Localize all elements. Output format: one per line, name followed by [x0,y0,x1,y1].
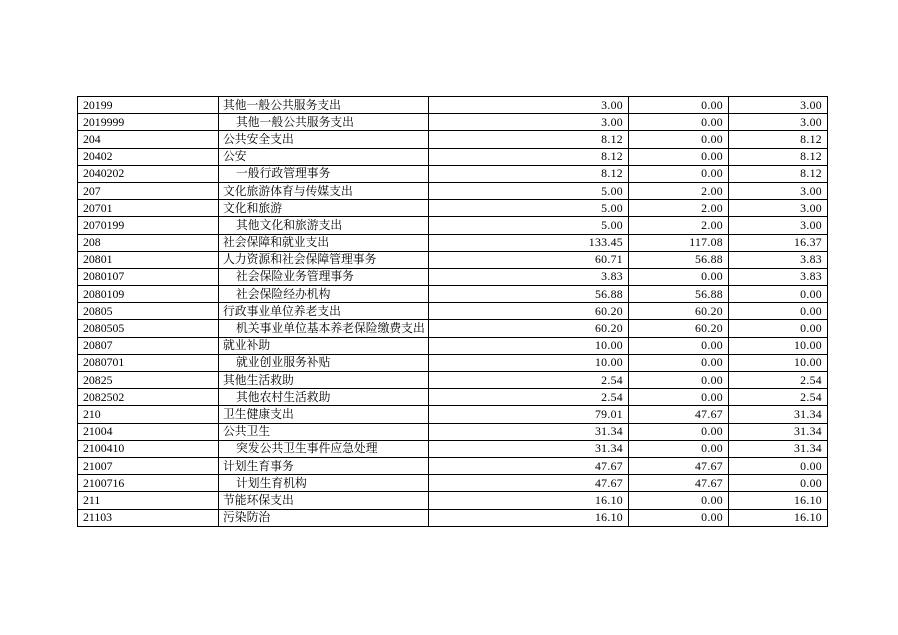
subject-code-cell: 2080701 [78,354,219,371]
subject-code-cell: 2100716 [78,475,219,492]
amount-cell-3: 3.00 [729,217,828,234]
amount-cell-2: 0.00 [629,268,729,285]
amount-cell-3: 3.83 [729,251,828,268]
subject-name-cell: 人力资源和社会保障管理事务 [219,251,429,268]
subject-code-cell: 21007 [78,457,219,474]
amount-cell-2: 60.20 [629,320,729,337]
subject-code-cell: 210 [78,406,219,423]
amount-cell-3: 3.83 [729,268,828,285]
amount-cell-3: 8.12 [729,131,828,148]
subject-code-cell: 2070199 [78,217,219,234]
amount-cell-2: 117.08 [629,234,729,251]
table-row [78,423,828,440]
amount-cell-1: 3.00 [429,97,629,114]
subject-name-cell: 行政事业单位养老支出 [219,303,429,320]
table-row [78,509,828,526]
subject-code-cell: 208 [78,234,219,251]
subject-code-cell: 2040202 [78,165,219,182]
amount-cell-1: 8.12 [429,131,629,148]
amount-cell-1: 47.67 [429,475,629,492]
amount-cell-1: 3.00 [429,114,629,131]
subject-name-cell: 污染防治 [219,509,429,526]
subject-name-cell: 公安 [219,148,429,165]
amount-cell-1: 2.54 [429,372,629,389]
table-row [78,131,828,148]
subject-code-cell: 2082502 [78,389,219,406]
subject-code-cell: 20825 [78,372,219,389]
amount-cell-1: 16.10 [429,492,629,509]
amount-cell-3: 8.12 [729,148,828,165]
subject-code-cell: 20801 [78,251,219,268]
subject-name-cell: 其他农村生活救助 [219,389,429,406]
table-row [78,200,828,217]
table-row [78,286,828,303]
subject-name-cell: 卫生健康支出 [219,406,429,423]
subject-code-cell: 21004 [78,423,219,440]
amount-cell-2: 0.00 [629,389,729,406]
table-row [78,406,828,423]
subject-code-cell: 2080107 [78,268,219,285]
amount-cell-2: 47.67 [629,475,729,492]
amount-cell-3: 31.34 [729,440,828,457]
amount-cell-3: 0.00 [729,303,828,320]
table-row [78,440,828,457]
subject-name-cell: 其他文化和旅游支出 [219,217,429,234]
table-row [78,97,828,114]
amount-cell-2: 0.00 [629,492,729,509]
subject-name-cell: 一般行政管理事务 [219,165,429,182]
subject-code-cell: 20805 [78,303,219,320]
table-row [78,320,828,337]
table-row [78,475,828,492]
table-row [78,337,828,354]
amount-cell-1: 31.34 [429,440,629,457]
subject-name-cell: 社会保险业务管理事务 [219,268,429,285]
subject-name-cell: 其他一般公共服务支出 [219,97,429,114]
table-row [78,217,828,234]
amount-cell-1: 56.88 [429,286,629,303]
amount-cell-1: 5.00 [429,217,629,234]
subject-code-cell: 2080505 [78,320,219,337]
subject-code-cell: 20402 [78,148,219,165]
amount-cell-1: 3.83 [429,268,629,285]
table-row [78,457,828,474]
amount-cell-3: 16.10 [729,492,828,509]
amount-cell-2: 0.00 [629,372,729,389]
amount-cell-1: 5.00 [429,182,629,199]
amount-cell-2: 60.20 [629,303,729,320]
subject-name-cell: 突发公共卫生事件应急处理 [219,440,429,457]
subject-name-cell: 就业创业服务补贴 [219,354,429,371]
amount-cell-2: 0.00 [629,97,729,114]
table-row [78,303,828,320]
amount-cell-1: 2.54 [429,389,629,406]
amount-cell-2: 47.67 [629,406,729,423]
amount-cell-3: 31.34 [729,406,828,423]
table-row [78,165,828,182]
amount-cell-2: 0.00 [629,337,729,354]
subject-code-cell: 20199 [78,97,219,114]
table-row [78,182,828,199]
amount-cell-3: 0.00 [729,320,828,337]
subject-name-cell: 计划生育事务 [219,457,429,474]
subject-code-cell: 2019999 [78,114,219,131]
amount-cell-2: 2.00 [629,217,729,234]
subject-name-cell: 就业补助 [219,337,429,354]
subject-code-cell: 20701 [78,200,219,217]
amount-cell-3: 3.00 [729,200,828,217]
amount-cell-2: 56.88 [629,251,729,268]
subject-code-cell: 2080109 [78,286,219,303]
amount-cell-2: 0.00 [629,165,729,182]
amount-cell-3: 10.00 [729,354,828,371]
amount-cell-1: 31.34 [429,423,629,440]
table-row [78,268,828,285]
amount-cell-1: 60.71 [429,251,629,268]
subject-code-cell: 211 [78,492,219,509]
amount-cell-3: 31.34 [729,423,828,440]
amount-cell-1: 16.10 [429,509,629,526]
amount-cell-3: 2.54 [729,389,828,406]
amount-cell-1: 8.12 [429,148,629,165]
amount-cell-2: 0.00 [629,114,729,131]
table-row [78,148,828,165]
table-body [78,97,828,527]
subject-name-cell: 公共安全支出 [219,131,429,148]
amount-cell-3: 3.00 [729,97,828,114]
table-row [78,114,828,131]
amount-cell-2: 56.88 [629,286,729,303]
amount-cell-1: 79.01 [429,406,629,423]
amount-cell-2: 2.00 [629,182,729,199]
subject-name-cell: 节能环保支出 [219,492,429,509]
subject-name-cell: 公共卫生 [219,423,429,440]
subject-code-cell: 204 [78,131,219,148]
table-row [78,251,828,268]
subject-name-cell: 其他生活救助 [219,372,429,389]
amount-cell-1: 8.12 [429,165,629,182]
subject-name-cell: 文化旅游体育与传媒支出 [219,182,429,199]
table-row [78,372,828,389]
amount-cell-3: 3.00 [729,182,828,199]
amount-cell-1: 60.20 [429,320,629,337]
subject-name-cell: 社会保险经办机构 [219,286,429,303]
subject-name-cell: 文化和旅游 [219,200,429,217]
amount-cell-3: 8.12 [729,165,828,182]
amount-cell-3: 0.00 [729,457,828,474]
table-row [78,234,828,251]
amount-cell-2: 0.00 [629,148,729,165]
budget-table [77,96,828,527]
amount-cell-3: 16.10 [729,509,828,526]
amount-cell-3: 2.54 [729,372,828,389]
amount-cell-2: 2.00 [629,200,729,217]
amount-cell-3: 0.00 [729,286,828,303]
amount-cell-3: 10.00 [729,337,828,354]
subject-name-cell: 计划生育机构 [219,475,429,492]
subject-name-cell: 社会保障和就业支出 [219,234,429,251]
amount-cell-2: 0.00 [629,423,729,440]
amount-cell-3: 3.00 [729,114,828,131]
table-row [78,354,828,371]
subject-name-cell: 其他一般公共服务支出 [219,114,429,131]
amount-cell-1: 5.00 [429,200,629,217]
subject-name-cell: 机关事业单位基本养老保险缴费支出 [219,320,429,337]
table-row [78,492,828,509]
amount-cell-2: 47.67 [629,457,729,474]
amount-cell-1: 10.00 [429,354,629,371]
amount-cell-1: 60.20 [429,303,629,320]
subject-code-cell: 21103 [78,509,219,526]
amount-cell-1: 133.45 [429,234,629,251]
amount-cell-1: 10.00 [429,337,629,354]
subject-code-cell: 20807 [78,337,219,354]
amount-cell-3: 0.00 [729,475,828,492]
amount-cell-2: 0.00 [629,509,729,526]
amount-cell-2: 0.00 [629,354,729,371]
amount-cell-1: 47.67 [429,457,629,474]
table-row [78,389,828,406]
amount-cell-2: 0.00 [629,440,729,457]
amount-cell-3: 16.37 [729,234,828,251]
subject-code-cell: 2100410 [78,440,219,457]
amount-cell-2: 0.00 [629,131,729,148]
subject-code-cell: 207 [78,182,219,199]
